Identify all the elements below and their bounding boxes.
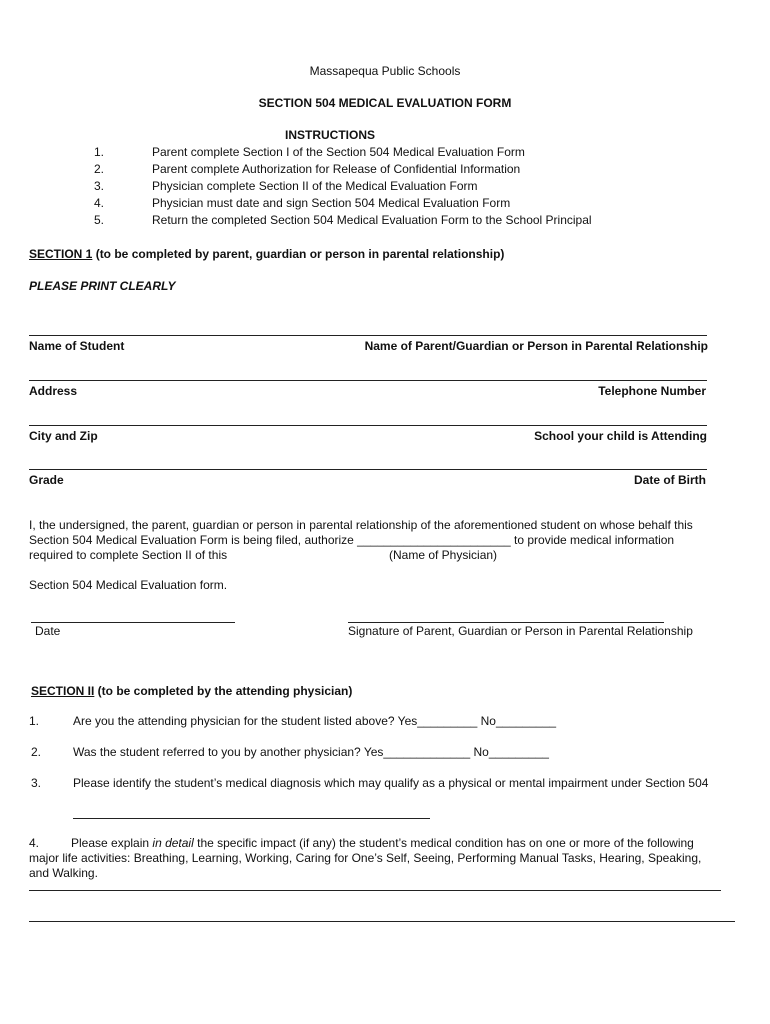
question-4-line-2: major life activities: Breathing, Learning, Working, Caring for One’s Self, Seeing, Performing Manual Tasks, Hearing, Speaking, [29,851,702,865]
instruction-text: Physician complete Section II of the Medical Evaluation Form [152,179,478,193]
grade-label: Grade [29,473,64,487]
authorization-line-4: Section 504 Medical Evaluation form. [29,578,228,592]
signature-label: Signature of Parent, Guardian or Person in Parental Relationship [348,624,693,638]
instruction-number: 3. [94,179,105,193]
question-2-text: Was the student referred to you by another physician? Yes_____________ No_________ [73,745,549,759]
district-name: Massapequa Public Schools [309,64,461,78]
instruction-text: Parent complete Authorization for Release of Confidential Information [152,162,521,176]
section1-description: (to be completed by parent, guardian or person in parental relationship) [92,247,505,261]
form-title: SECTION 504 MEDICAL EVALUATION FORM [258,96,512,110]
section2-label: SECTION II [31,684,95,698]
date-label: Date [35,624,61,638]
instruction-number: 5. [94,213,105,227]
print-clearly-note: PLEASE PRINT CLEARLY [29,279,176,293]
instruction-number: 2. [94,162,105,176]
authorization-line-1: I, the undersigned, the parent, guardian or person in parental relationship of the aforementioned student on whose behalf this [29,518,693,532]
impact-answer-line-2[interactable] [29,921,735,922]
address-label: Address [29,384,78,398]
school-label: School your child is Attending [534,429,707,443]
question-4-line-1 [29,836,694,850]
instruction-text: Parent complete Section I of the Section 504 Medical Evaluation Form [152,145,525,159]
parent-name-label: Name of Parent/Guardian or Person in Parental Relationship [364,339,708,353]
physician-name-caption: (Name of Physician) [389,548,498,562]
section2-description: (to be completed by the attending physician) [94,684,353,698]
impact-answer-line-1[interactable] [29,890,721,891]
instruction-number: 1. [94,145,105,159]
telephone-label: Telephone Number [598,384,706,398]
question-3-number: 3. [31,776,42,790]
instruction-text: Return the completed Section 504 Medical Evaluation Form to the School Principal [152,213,592,227]
authorization-line-3: required to complete Section II of this [29,548,228,562]
question-4-line-3: and Walking. [29,866,98,880]
instruction-number: 4. [94,196,105,210]
question-4-text-after: the specific impact (if any) the student’s medical condition has on one or more of the following [193,836,694,850]
address-telephone-line[interactable] [29,380,707,381]
signature-line[interactable] [348,622,664,623]
student-name-label: Name of Student [29,339,125,353]
question-4-number: 4. [29,836,40,850]
question-1-number: 1. [29,714,40,728]
authorization-line-2: Section 504 Medical Evaluation Form is being filed, authorize _______________________ to provide medical information [29,533,675,547]
diagnosis-line[interactable] [73,818,430,819]
instructions-title: INSTRUCTIONS [285,128,375,142]
student-parent-name-line[interactable] [29,335,707,336]
grade-dob-line[interactable] [29,469,707,470]
city-zip-label: City and Zip [29,429,98,443]
question-2-number: 2. [31,745,42,759]
city-school-line[interactable] [29,425,707,426]
section1-label: SECTION 1 [29,247,93,261]
section2-heading [31,684,352,698]
date-line[interactable] [31,622,235,623]
question-4-text-before: Please explain [71,836,153,850]
question-4-emphasis: in detail [152,836,194,850]
section1-heading [29,247,504,261]
dob-label: Date of Birth [634,473,706,487]
question-3-text: Please identify the student’s medical diagnosis which may qualify as a physical or mental impairment under Section 504 [73,776,709,790]
instruction-text: Physician must date and sign Section 504 Medical Evaluation Form [152,196,511,210]
question-1-text: Are you the attending physician for the student listed above? Yes_________ No_________ [73,714,557,728]
